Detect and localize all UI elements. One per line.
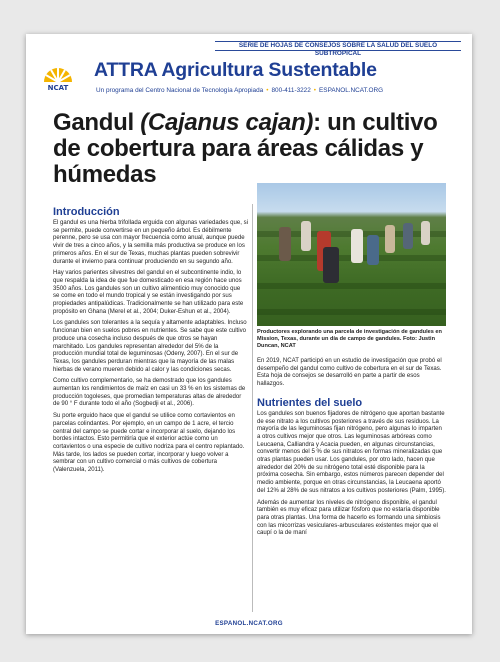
tagline-phone: 800-411-3222 <box>271 87 311 94</box>
intro-paragraph: Como cultivo complementario, se ha demostrado que los gandules aumentan los rendimientos de maíz en casi un 33 % en los sistemas de producción togoleses, que promedian temperaturas altas de alrededor de 90 ° F durante todo el año (Sogbedji et al., 2006). <box>53 378 246 408</box>
field-photo <box>257 183 446 326</box>
nutrients-heading: Nutrientes del suelo <box>257 396 363 409</box>
body-paragraph: En 2019, NCAT participó en un estudio de investigación que probó el desempeño del gandul como cultivo de cobertura en el sur de Texas. Esta hoja de consejos se desarrolló en parte a partir de esos hallazgos. <box>257 358 442 388</box>
photo-caption: Productores explorando una parcela de investigación de gandules en Mission, Texas, durante un día de campo de gandules. Foto: Justin Duncan, NCAT <box>257 329 442 349</box>
intro-paragraph: El gandul es una hierba trifollada erguida con algunas variedades que, si se permite, puede convertirse en un pequeño árbol. Es débilmente perenne, pero se usa con mayor frecuencia como anual, aunque puede vivir de tres a cinco años, y la semilla más productiva se produce en los primeros años. En el sur de Texas, muchas plantas pueden sobrevivir durante el invierno para continuar produciendo en su segundo año. <box>53 220 248 265</box>
sun-icon <box>44 68 72 82</box>
intro-paragraph: Su porte erguido hace que el gandul se utilice como cortavientos en parcelas colindantes. Por ejemplo, en un campo de 1 acre, el tercio central del campo se puede cortar e incorporar al suelo, dejando los bordes intactos. Esto permitiría que el exterior actúe como un cortavientos o una especie de cultivo nodriza para el centro replantado. Más tarde, los lados se pueden cortar, incorporar y luego volver a sembrar con un cultivo comercial o más cultivos de cobertura (Valenzuela, 2011). <box>53 413 245 474</box>
left-column <box>53 206 248 479</box>
intro-heading: Introducción <box>53 206 120 218</box>
document-page <box>26 34 472 634</box>
body-paragraph: Además de aumentar los niveles de nitrógeno disponible, el gandul también es muy eficaz para utilizar fósforo que no estaría disponible para otras plantas. Una forma de hacerlo es formando una simbiosis con las micorrizas vesiculares-arbusculares existentes mejor que el caupí o la de maní <box>257 499 441 537</box>
title-scientific: (Cajanus cajan) <box>140 109 314 136</box>
intro-paragraph: Los gandules son tolerantes a la sequía y altamente adaptables. Incluso funcionan bien en suelos pobres en nutrientes. Se sabe que este cultivo produce una cosecha incluso después de que otros se hayan marchitado. Los gandules representan alrededor del 5% de la producción mundial total de leguminosas (Odeny, 2007). En el sur de Texas, los gandules perduran mientras que la mayoría de las malas hierbas de verano mueren debido al calor y las condiciones secas. <box>53 320 247 373</box>
column-divider <box>252 204 253 612</box>
intro-paragraph: Hay varios parientes silvestres del gandul en el subcontinente indio, lo que respalda la idea de que fue domesticado en esa región hace unos 3500 años. Los gandules son un cultivo alimenticio muy conocido que se come en todo el mundo tropical y se están investigando por sus propiedades antipalúdicas. Tradicionalmente se han utilizado para este propósito en Ghana (Merel et al., 2004; Duker-Eshun et al., 2004). <box>53 270 244 315</box>
tagline: Un programa del Centro Nacional de Tecnología Apropiada • 800-411-3222 • ESPANOL.NCAT.ORG <box>96 87 384 94</box>
brand-attra: ATTRA <box>94 59 157 81</box>
title-part2: : un cultivo de cobertura para áreas cálidas y húmedas <box>53 109 438 188</box>
tagline-program: Un programa del Centro Nacional de Tecnología Apropiada <box>96 87 264 94</box>
right-column <box>257 183 446 542</box>
tagline-site: ESPANOL.NCAT.ORG <box>319 87 384 94</box>
series-banner: SERIE DE HOJAS DE CONSEJOS SOBRE LA SALUD DEL SUELO SUBTROPICAL <box>215 41 461 51</box>
brand-title <box>94 59 377 82</box>
ncat-logo <box>42 64 74 96</box>
title-part1: Gandul <box>53 109 141 136</box>
page-title <box>53 110 453 188</box>
logo-text: NCAT <box>47 84 69 92</box>
body-paragraph: Los gandules son buenos fijadores de nitrógeno que aportan bastante de ese nitrato a los cultivos posteriores a través de sus residuos. La mayoría de las leguminosas fijan nitrógeno, pero algunas lo imparten a otros cultivos mejor que otros. Las leguminosas arbóreas como Leucaena, Calliandra y Acacia pueden, en algunas circunstancias, convertir menos del 5 % de sus nitratos en formas mineralizadas que otras plantas pueden usar. Los gandules, por otro lado, hacen que alrededor del 20% de su nitrógeno total esté disponible para la próxima cosecha. Sin embargo, estos números parecen depender del medio ambiente, porque en otras circunstancias, la Leucaena aportó del 12% al 28% de sus nitratos a los cultivos posteriores (Palm, 1995). <box>257 410 446 494</box>
brand-rest: Agricultura Sustentable <box>156 59 377 81</box>
footer-site[interactable]: ESPANOL.NCAT.ORG <box>215 620 283 627</box>
